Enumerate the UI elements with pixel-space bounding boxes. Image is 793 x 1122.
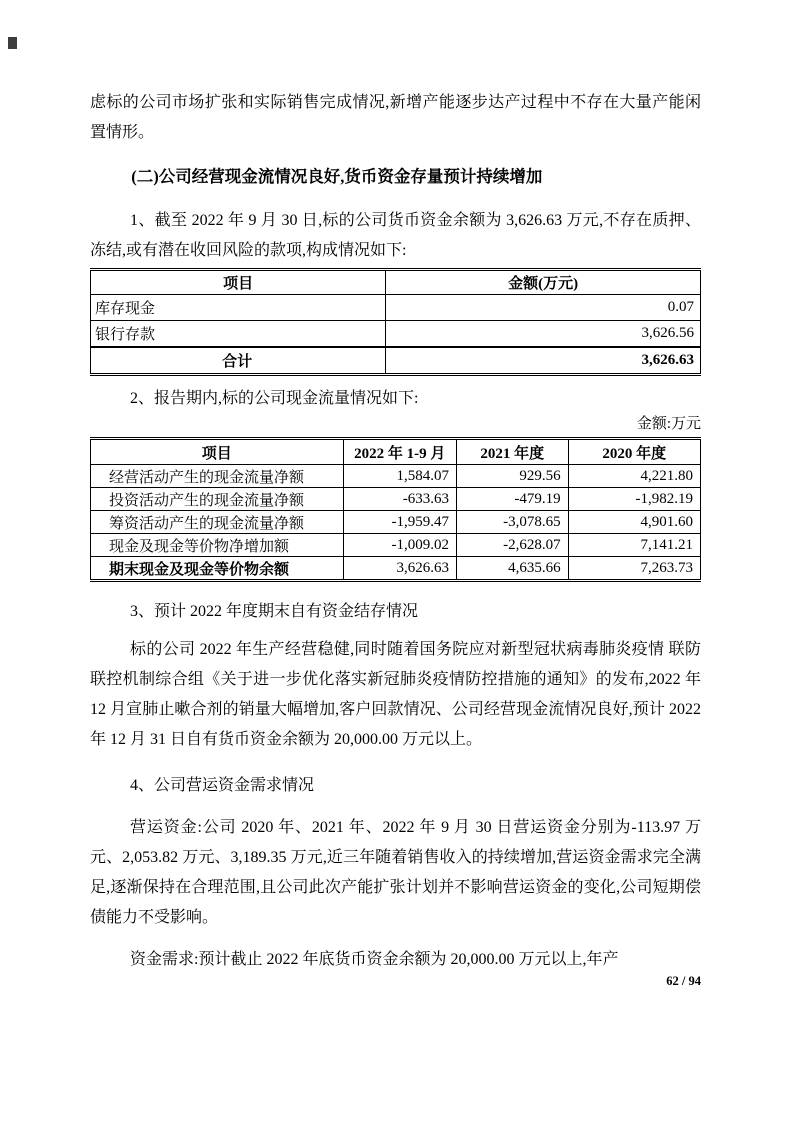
section-heading: (二)公司经营现金流情况良好,货币资金存量预计持续增加 xyxy=(131,167,543,186)
monetary-composition-table xyxy=(90,268,701,376)
table-row xyxy=(91,465,701,488)
cell-item: 筹资活动产生的现金流量净额 xyxy=(91,511,344,534)
table-row xyxy=(91,511,701,534)
self-funds-heading: 3、预计 2022 年度期末自有资金结存情况 xyxy=(130,603,419,620)
cell-value: -2,628.07 xyxy=(456,534,568,557)
cell-item: 投资活动产生的现金流量净额 xyxy=(91,488,344,511)
cell-value: 929.56 xyxy=(456,465,568,488)
cell-amount: 0.07 xyxy=(386,295,701,321)
scan-artifact-mark xyxy=(8,37,17,49)
cell-value: 7,141.21 xyxy=(568,534,700,557)
cashflow-intro-paragraph: 2、报告期内,标的公司现金流量情况如下: xyxy=(130,390,419,407)
working-capital-paragraph: 营运资金:公司 2020 年、2021 年、2022 年 9 月 30 日营运资金分别为-113.97 万元、2,053.82 万元、3,189.35 万元,近三年随着销售收入的持续增加,营运资金需求完全满足,逐渐保持在合理范围,且公司此次产能扩张计划并不影响营运资金的变化,公司短期偿债能力不受影响。 xyxy=(90,819,701,926)
table-row xyxy=(91,295,701,321)
cashflow-header-item: 项目 xyxy=(91,439,344,465)
cell-total-amount: 3,626.63 xyxy=(386,347,701,375)
monetary-header-item: 项目 xyxy=(91,270,386,295)
cell-item: 现金及现金等价物净增加额 xyxy=(91,534,344,557)
cell-item: 银行存款 xyxy=(91,321,386,348)
funding-demand-paragraph: 资金需求:预计截止 2022 年底货币资金余额为 20,000.00 万元以上,年产 xyxy=(130,951,619,968)
cell-value: -3,078.65 xyxy=(456,511,568,534)
table-total-row xyxy=(91,347,701,375)
continuation-paragraph: 虑标的公司市场扩张和实际销售完成情况,新增产能逐步达产过程中不存在大量产能闲置情形。 xyxy=(90,94,701,141)
monetary-header-amount: 金额(万元) xyxy=(386,270,701,295)
cell-value: 7,263.73 xyxy=(568,557,700,581)
cell-item: 经营活动产生的现金流量净额 xyxy=(91,465,344,488)
cashflow-header-2021: 2021 年度 xyxy=(456,439,568,465)
table-total-row xyxy=(91,557,701,581)
cell-value: -1,982.19 xyxy=(568,488,700,511)
cell-value: 4,901.60 xyxy=(568,511,700,534)
monetary-table-header-row xyxy=(91,270,701,295)
cell-item: 库存现金 xyxy=(91,295,386,321)
table-row xyxy=(91,321,701,348)
cell-value: 1,584.07 xyxy=(343,465,456,488)
cell-value: -1,959.47 xyxy=(343,511,456,534)
cell-item: 期末现金及现金等价物余额 xyxy=(91,557,344,581)
cell-amount: 3,626.56 xyxy=(386,321,701,348)
cell-value: 4,221.80 xyxy=(568,465,700,488)
cashflow-header-2020: 2020 年度 xyxy=(568,439,700,465)
cell-value: -479.19 xyxy=(456,488,568,511)
cash-balance-paragraph: 1、截至 2022 年 9 月 30 日,标的公司货币资金余额为 3,626.63 万元,不存在质押、冻结,或有潜在收回风险的款项,构成情况如下: xyxy=(90,212,701,259)
cell-total-label: 合计 xyxy=(91,347,386,375)
cashflow-header-row xyxy=(91,439,701,465)
working-capital-heading: 4、公司营运资金需求情况 xyxy=(130,777,315,794)
self-funds-paragraph: 标的公司 2022 年生产经营稳健,同时随着国务院应对新型冠状病毒肺炎疫情 联防联控机制综合组《关于进一步优化落实新冠肺炎疫情防控措施的通知》的发布,2022 年 12 月宣肺止嗽合剂的销量大幅增加,客户回款情况、公司经营现金流情况良好,预计 2022 年 12 月 31 日自有货币资金余额为 20,000.00 万元以上。 xyxy=(90,641,701,748)
page-number: 62 / 94 xyxy=(666,974,701,988)
cell-value: 4,635.66 xyxy=(456,557,568,581)
cashflow-table xyxy=(90,437,701,582)
cell-value: -1,009.02 xyxy=(343,534,456,557)
table-row xyxy=(91,534,701,557)
cashflow-header-2022: 2022 年 1-9 月 xyxy=(343,439,456,465)
table-row xyxy=(91,488,701,511)
table-unit-note: 金额:万元 xyxy=(636,416,701,432)
cell-value: -633.63 xyxy=(343,488,456,511)
cell-value: 3,626.63 xyxy=(343,557,456,581)
